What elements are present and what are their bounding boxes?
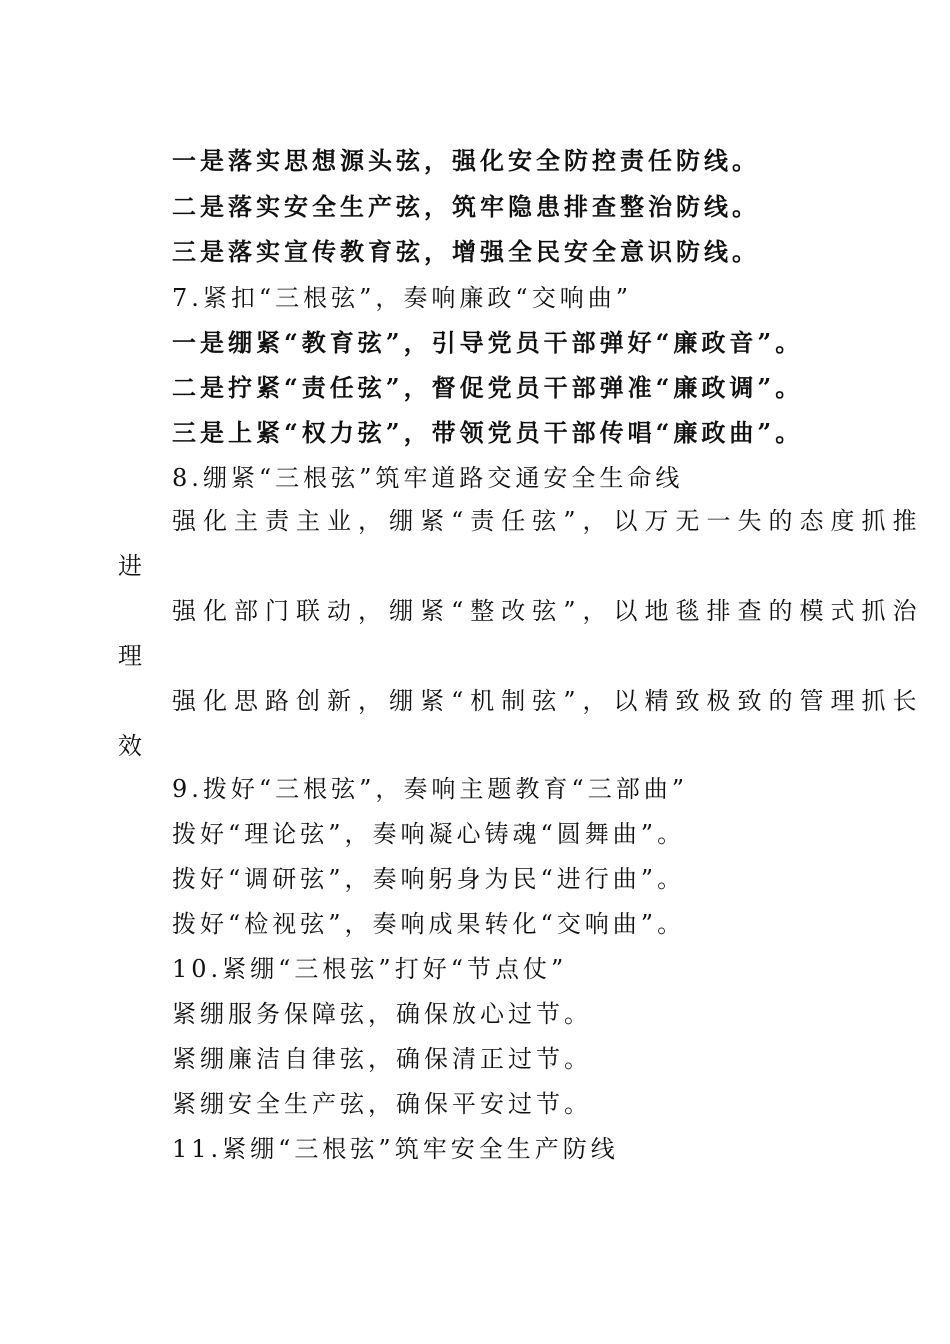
text-line: 强化部门联动，绷紧“整改弦”，以地毯排查的模式抓治 (172, 597, 924, 625)
text-line: 三是上紧“权力弦”，带领党员干部传唱“廉政曲”。 (172, 418, 804, 447)
text-line: 紧绷安全生产弦，确保平安过节。 (172, 1090, 592, 1118)
section-heading: 8.绷紧“三根弦”筑牢道路交通安全生命线 (172, 464, 684, 492)
text-line-continuation: 进 (118, 552, 146, 580)
text-line: 强化思路创新，绷紧“机制弦”，以精致极致的管理抓长 (172, 687, 924, 715)
text-line: 二是落实安全生产弦，筑牢隐患排查整治防线。 (172, 192, 760, 221)
text-line-continuation: 效 (118, 732, 146, 760)
section-heading: 11.紧绷“三根弦”筑牢安全生产防线 (172, 1135, 619, 1163)
text-line: 拨好“检视弦”，奏响成果转化“交响曲”。 (172, 910, 686, 938)
text-line: 拨好“理论弦”，奏响凝心铸魂“圆舞曲”。 (172, 820, 686, 848)
text-line: 二是拧紧“责任弦”，督促党员干部弹准“廉政调”。 (172, 373, 804, 402)
text-line: 一是落实思想源头弦，强化安全防控责任防线。 (172, 146, 760, 175)
text-line: 强化主责主业，绷紧“责任弦”，以万无一失的态度抓推 (172, 507, 924, 535)
text-line: 紧绷服务保障弦，确保放心过节。 (172, 1000, 592, 1028)
text-line: 拨好“调研弦”，奏响躬身为民“进行曲”。 (172, 865, 686, 893)
text-line: 紧绷廉洁自律弦，确保清正过节。 (172, 1045, 592, 1073)
section-heading: 7.紧扣“三根弦”，奏响廉政“交响曲” (172, 284, 632, 312)
section-heading: 9.拨好“三根弦”，奏响主题教育“三部曲” (172, 775, 688, 803)
text-line: 三是落实宣传教育弦，增强全民安全意识防线。 (172, 237, 760, 266)
text-line: 一是绷紧“教育弦”，引导党员干部弹好“廉政音”。 (172, 328, 804, 357)
section-heading: 10.紧绷“三根弦”打好“节点仗” (172, 955, 568, 983)
text-line-continuation: 理 (118, 642, 146, 670)
